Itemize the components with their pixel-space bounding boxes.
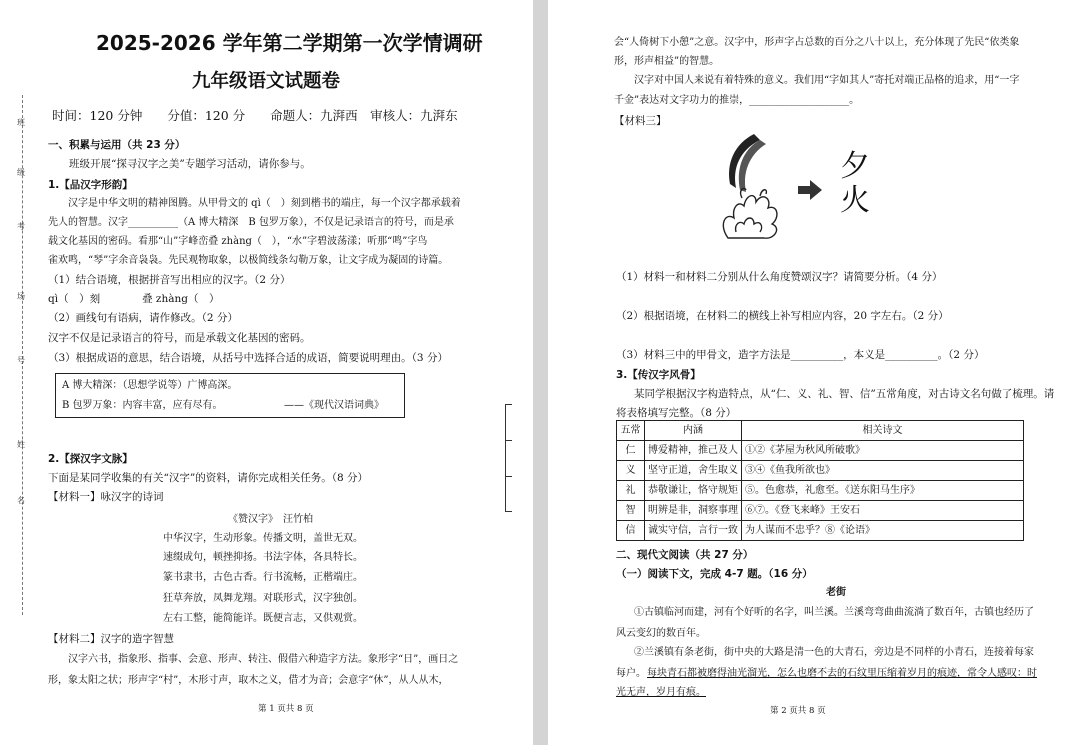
page-footer: 第 2 页共 8 页	[770, 706, 826, 716]
table-row	[617, 441, 1024, 461]
table-cell: 信	[617, 521, 645, 541]
five-virtues-table	[616, 420, 1024, 541]
reading-heading: （一）阅读下文，完成 4-7 题。（16 分）	[616, 568, 813, 580]
sub-question-text: 汉字不仅是记录语言的符号，而是承载文化基因的密码。	[48, 332, 311, 344]
table-cell: 明辨是非，洞察事理	[645, 501, 742, 521]
passage-line: 汉字六书，指象形、指事、会意、形声、转注、假借六种造字方法。象形字“日”，画日之	[68, 654, 459, 665]
table-cell: ①②《茅屋为秋风所破歌》	[742, 441, 1024, 461]
question-intro: 下面是某同学收集的有关“汉字”的资料，请你完成相关任务。（8 分）	[48, 472, 369, 484]
article-line-underlined: 光无声，岁月有痕。	[616, 687, 706, 698]
passage-line: 先人的智慧。汉字__________（A 博大精深 B 包罗万象），不仅是记录语言的符号，而是承	[48, 217, 454, 228]
table-cell: ③④《鱼我所欲也》	[742, 461, 1024, 481]
table-header: 内涵	[645, 421, 742, 441]
exam-page-2	[548, 0, 1080, 745]
table-row	[617, 501, 1024, 521]
intro-text: 班级开展“探寻汉字之美”专题学习活动，请你参与。	[69, 158, 311, 170]
dictionary-entry-a: A 博大精深：（思想学说等）广博高深。	[62, 380, 238, 391]
seal-char: 号	[17, 356, 25, 365]
question-heading: 2.【探汉字文脉】	[48, 453, 133, 465]
table-row	[617, 481, 1024, 501]
passage-line: 会“人倚树下小憩”之意。汉字中，形声字占总数的百分之八十以上，充分体现了先民“依类象	[614, 37, 1020, 48]
material-heading: 【材料一】咏汉字的诗词	[48, 491, 164, 503]
table-row	[617, 461, 1024, 481]
seal-char: 级	[17, 168, 25, 177]
table-cell: 礼	[617, 481, 645, 501]
table-cell: 坚守正道，舍生取义	[645, 461, 742, 481]
table-header: 相关诗文	[742, 421, 1024, 441]
section-heading: 二、现代文阅读（共 27 分）	[616, 549, 754, 561]
table-cell: ⑥⑦。《登飞来峰》王安石	[742, 501, 1024, 521]
article-title: 老街	[826, 587, 846, 598]
poem-line: 速缀成句，顿挫抑扬。书法字体，各具特长。	[163, 552, 363, 563]
table-row	[617, 521, 1024, 541]
question-heading: 1.【品汉字形韵】	[48, 179, 133, 191]
table-cell: 智	[617, 501, 645, 521]
table-cell: 诚实守信，言行一致	[645, 521, 742, 541]
exam-title: 2025-2026 学年第二学期第一次学情调研	[96, 31, 483, 55]
passage-line: 形，形声相益”的智慧。	[614, 56, 720, 67]
margin-marks	[505, 404, 533, 512]
seal-char: 姓	[17, 440, 25, 449]
table-header: 五常	[617, 421, 645, 441]
page-footer: 第 1 页共 8 页	[258, 704, 314, 714]
article-line: 风云变幻的数百年。	[616, 628, 706, 639]
poem-line: 狂草奔放，凤舞龙翔。对联形式，汉字独创。	[163, 593, 363, 604]
article-line: ①古镇临河而建，河有个好听的名字，叫兰溪。兰溪弯弯曲曲流淌了数百年，古镇也经历了	[634, 607, 1034, 618]
sub-question: （1）结合语境，根据拼音写出相应的汉字。（2 分）	[48, 274, 291, 286]
dictionary-source: ——《现代汉语词典》	[284, 400, 384, 411]
answer-blanks: qì（ ）刻 叠 zhàng（ ）	[48, 293, 220, 305]
passage-line: 千金”表达对文字功力的推崇，____________________。	[614, 95, 860, 106]
article-line: ②兰溪镇有条老街，街中央的大路是清一色的大青石，旁边是不同样的小青石，连接着每家	[634, 647, 1034, 658]
oracle-bone-glyph: 夕火	[840, 149, 870, 218]
sub-question: （3）材料三中的甲骨文，造字方法是__________，本义是__________。（2 分）	[616, 349, 985, 361]
fire-icon	[723, 188, 777, 238]
table-cell: 仁	[617, 441, 645, 461]
section-heading: 一、积累与运用（共 23 分）	[48, 139, 186, 151]
table-cell: 义	[617, 461, 645, 481]
passage-line: 载文化基因的密码。看那“山”字峰峦叠 zhàng（ ），“水”字碧波荡漾；听那“鸣”字鸟	[48, 236, 428, 247]
exam-info: 时间：120 分钟 分值：120 分 命题人：九湃西 审核人：九湃东	[52, 108, 458, 123]
dictionary-entry-b: B 包罗万象：内容丰富，应有尽有。	[62, 400, 223, 411]
sub-question: （2）画线句有语病，请作修改。（2 分）	[48, 312, 238, 324]
passage-line: 形，象太阳之状；形声字“村”，木形寸声，取木之义，借才为音；会意字“休”，从人从木，	[48, 675, 449, 686]
question-heading: 3.【传汉字风骨】	[616, 369, 701, 381]
table-cell: 博爱精神，推己及人	[645, 441, 742, 461]
table-cell: 恭敬谦让，恪守规矩	[645, 481, 742, 501]
seal-char: 考	[17, 222, 25, 231]
dictionary-box	[55, 373, 405, 418]
exam-subtitle: 九年级语文试题卷	[192, 71, 341, 92]
exam-page-1	[0, 0, 533, 745]
sub-question: （2）根据语境，在材料二的横线上补写相应内容，20 字左右。（2 分）	[616, 310, 949, 322]
poem-line: 左右工整，能简能详。既便言志，又供观赏。	[163, 613, 363, 624]
poem-line: 篆书隶书，古色古香。行书流畅，正楷端庄。	[163, 572, 363, 583]
poem-line: 中华汉字，生动形象。传播文明，盖世无双。	[163, 533, 363, 544]
passage-line: 汉字对中国人来说有着特殊的意义。我们用“字如其人”寄托对端正品格的追求，用“一字	[634, 75, 1020, 86]
passage-line: 将表格填写完整。（8 分）	[616, 407, 737, 419]
sub-question: （1）材料一和材料二分别从什么角度赞颂汉字？请简要分析。（4 分）	[616, 271, 943, 283]
poem-title: 《赞汉字》 汪竹柏	[228, 514, 313, 525]
seal-char: 名	[17, 496, 25, 505]
table-cell: ⑤。色愈恭，礼愈至。《送东阳马生序》	[742, 481, 1024, 501]
material-heading: 【材料二】汉字的造字智慧	[48, 633, 174, 645]
table-header-row	[617, 421, 1024, 441]
article-line: 每户。	[616, 668, 646, 679]
passage-line: 汉字是中华文明的精神图腾。从甲骨文的 qì（ ）刻到楷书的端庄，每一个汉字都承载着	[68, 198, 461, 209]
arrow-right-icon	[798, 180, 822, 200]
material-heading: 【材料三】	[614, 115, 667, 127]
page-gap	[533, 0, 548, 745]
table-cell: 为人谋而不忠乎？⑧《论语》	[742, 521, 1024, 541]
sub-question: （3）根据成语的意思，结合语境，从括号中选择合适的成语，简要说明理由。（3 分）	[48, 352, 448, 364]
seal-char: 班	[17, 118, 25, 127]
article-line-underlined: 每块青石都被磨得油光溜光，怎么也磨不去的石纹里压缩着岁月的痕迹，常令人感叹：时	[647, 668, 1037, 679]
passage-line: 雀欢鸣，“琴”字余音袅袅。先民观物取象，以极简线条勾勒万象，让文字成为凝固的诗篇。	[48, 255, 449, 266]
passage-line: 某同学根据汉字构造特点，从“仁、义、礼、智、信”五常角度，对古诗文名句做了梳理。请	[634, 388, 1055, 400]
seal-char: 场	[17, 292, 25, 301]
